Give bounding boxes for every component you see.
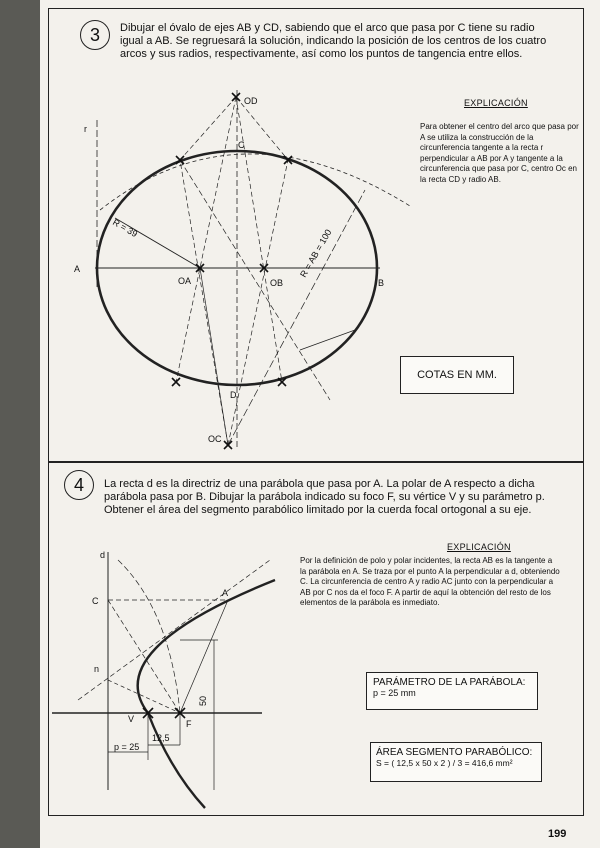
parameter-title: PARÁMETRO DE LA PARÁBOLA: [373,677,526,688]
label-v-vertex: V [128,714,135,724]
area-title: ÁREA SEGMENTO PARABÓLICO: [376,747,533,758]
parameter-value: p = 25 mm [373,688,416,698]
center-od-mark [232,93,240,101]
problem-3-statement: Dibujar el óvalo de ejes AB y CD, sabiendo que el arco que pasa por C tiene su radio igual a AB. Se regruesará la solución, indicando la posición de los centros de los cuatro arcos y sus radios, respectivamente, así como los puntos de tangencia entre ellos. [120,22,547,60]
label-c-point: C [92,596,99,606]
label-d: D [230,390,237,400]
label-f-focus: F [186,719,192,729]
label-radius-39: R = 39 [111,217,140,240]
label-od: OD [244,96,258,106]
problem-4-statement: La recta d es la directriz de una parábola que pasa por A. La polar de A respecto a dicha parábola pasa por B. Dibujar la parábola indicado su foco F, su vértice V y su parámetro p. Obtener el área del segmento parabólico limitado por la cuerda focal ortogonal a su eje. [104,478,545,516]
center-oc-mark [224,441,232,449]
area-value: S = ( 12,5 x 50 x 2 ) / 3 = 416,6 mm² [376,758,513,768]
label-ob: OB [270,278,284,288]
label-radius-100: R = AB = 100 [298,227,334,279]
page-number: 199 [548,828,567,840]
label-dim-125: 12,5 [152,733,170,743]
label-dim-50: 50 [198,695,208,706]
problem-4-explanation-title: EXPLICACIÓN [447,542,511,552]
problem-3-explanation: Para obtener el centro del arco que pasa por A se utiliza la construcción de la circunferencia tangente a la recta r perpendicular a AB por A y tangente a la circunferencia que pasa por C, centro Oc en la recta CD y radio AB. [420,122,579,184]
label-a: A [74,264,81,274]
units-box: COTAS EN MM. [400,356,514,394]
label-oa: OA [178,276,192,286]
label-r: r [84,124,87,134]
problem-3-number: 3 [80,20,110,50]
problem-4-number: 4 [64,470,94,500]
parameter-box [366,672,538,710]
area-box [370,742,542,782]
problem-4-explanation: Por la definición de polo y polar incidentes, la recta AB es la tangente a la parábola en A. Se traza por el punto A la perpendicular a d, obteniendo C. La circunferencia de centro A y radio AC junto con la perpendicular a AB por C nos da el foco F. A partir de aquí la obtención del resto de los elementos de la parábola es inmediato. [300,556,560,607]
label-dim-p: p = 25 [114,742,140,752]
label-oc: OC [208,434,222,444]
problem-3-explanation-title: EXPLICACIÓN [464,98,528,108]
construction-arc [100,154,410,210]
tangent-point-3 [172,378,180,386]
label-c: C [238,140,245,150]
label-a-point: A [222,588,229,598]
label-n: n [94,664,100,674]
label-b: B [378,278,385,288]
label-d-directrix: d [100,550,106,560]
